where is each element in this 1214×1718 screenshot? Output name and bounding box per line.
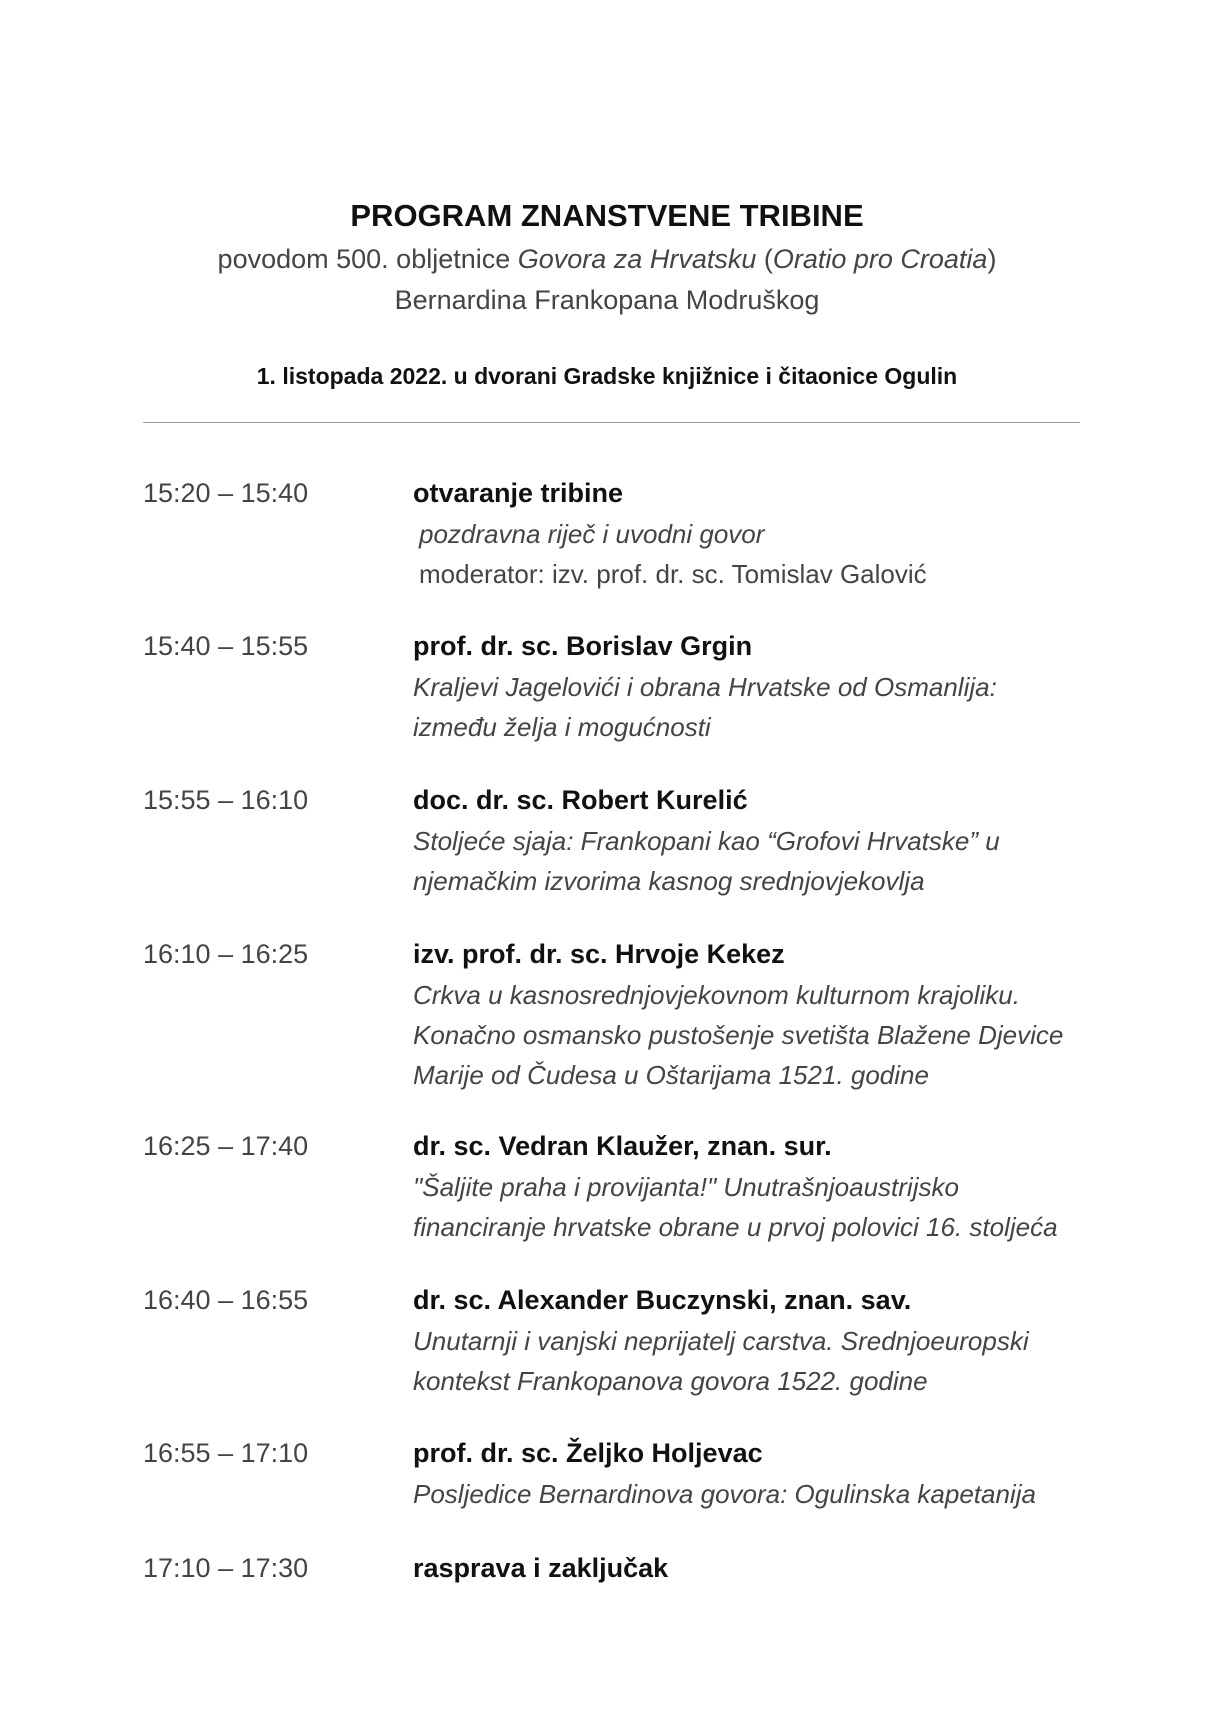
subtitle-paren-close: ) — [987, 244, 997, 274]
date-location: 1. listopada 2022. u dvorani Gradske knjižnice i čitaonice Ogulin — [256, 363, 958, 389]
schedule-time: 16:55 – 17:10 — [143, 1438, 309, 1468]
lecture-title-line: "Šaljite praha i provijanta!" Unutrašnjoaustrijsko — [413, 1172, 959, 1202]
lecture-title-line: Kraljevi Jagelovići i obrana Hrvatske od Osmanlija: — [413, 672, 997, 702]
schedule-time: 15:55 – 16:10 — [143, 785, 309, 815]
lecture-title-line: između želja i mogućnosti — [413, 712, 711, 742]
schedule-moderator: moderator: izv. prof. dr. sc. Tomislav Galović — [419, 559, 927, 589]
schedule-speaker: doc. dr. sc. Robert Kurelić — [413, 785, 748, 815]
lecture-title-line: njemačkim izvorima kasnog srednjovjekovlja — [413, 866, 925, 896]
schedule-time: 15:20 – 15:40 — [143, 478, 309, 508]
schedule-speaker: otvaranje tribine — [413, 478, 624, 508]
schedule-time: 17:10 – 17:30 — [143, 1553, 309, 1583]
lecture-title-line: Crkva u kasnosrednjovjekovnom kulturnom krajoliku. — [413, 980, 1020, 1010]
lecture-title-line: Konačno osmansko pustošenje svetišta Blažene Djevice — [413, 1020, 1064, 1050]
subtitle-latin-title: Oratio pro Croatia — [772, 244, 988, 274]
schedule-speaker: izv. prof. dr. sc. Hrvoje Kekez — [413, 939, 785, 969]
schedule-speaker: dr. sc. Alexander Buczynski, znan. sav. — [413, 1285, 912, 1315]
lecture-title-line: kontekst Frankopanova govora 1522. godine — [413, 1366, 928, 1396]
subtitle-paren-open: ( — [756, 244, 773, 274]
schedule-speaker: dr. sc. Vedran Klaužer, znan. sur. — [413, 1131, 832, 1161]
subtitle-occasion — [0, 244, 1214, 275]
schedule-speaker: prof. dr. sc. Željko Holjevac — [413, 1438, 763, 1468]
lecture-title-line: Marije od Čudesa u Oštarijama 1521. godine — [413, 1060, 929, 1090]
schedule-description: pozdravna riječ i uvodni govor — [419, 519, 765, 549]
schedule-time: 16:10 – 16:25 — [143, 939, 309, 969]
lecture-title-line: Stoljeće sjaja: Frankopani kao “Grofovi Hrvatske” u — [413, 826, 1000, 856]
page-title: PROGRAM ZNANSTVENE TRIBINE — [350, 198, 864, 233]
schedule-time: 16:40 – 16:55 — [143, 1285, 309, 1315]
subtitle-author: Bernardina Frankopana Modruškog — [394, 285, 820, 315]
subtitle-prefix: povodom 500. obljetnice — [217, 244, 518, 274]
schedule-speaker: prof. dr. sc. Borislav Grgin — [413, 631, 753, 661]
schedule-speaker: rasprava i zaključak — [413, 1553, 669, 1583]
lecture-title-line: Posljedice Bernardinova govora: Ogulinska kapetanija — [413, 1479, 1036, 1509]
lecture-title-line: Unutarnji i vanjski neprijatelj carstva. Srednjoeuropski — [413, 1326, 1029, 1356]
schedule-time: 16:25 – 17:40 — [143, 1131, 309, 1161]
schedule-time: 15:40 – 15:55 — [143, 631, 309, 661]
subtitle-work-title: Govora za Hrvatsku — [517, 244, 757, 274]
lecture-title-line: financiranje hrvatske obrane u prvoj polovici 16. stoljeća — [413, 1212, 1058, 1242]
header-divider — [143, 422, 1080, 423]
